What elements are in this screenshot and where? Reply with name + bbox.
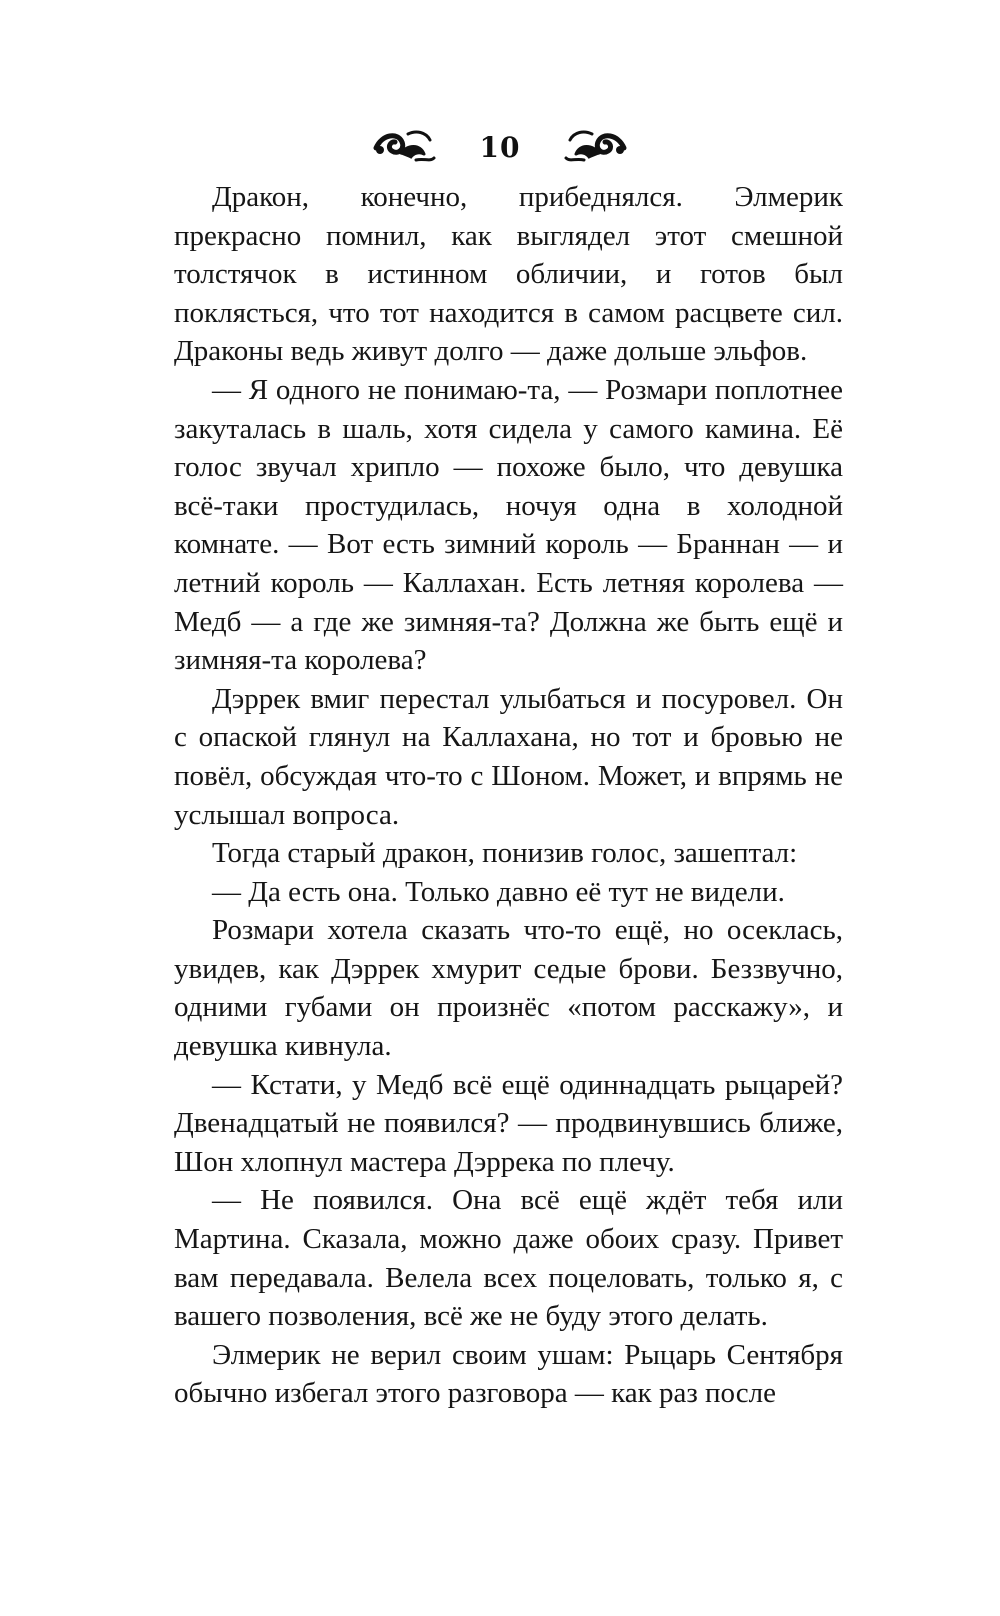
paragraph: Тогда старый дракон, понизив голос, зашептал: [212,837,798,870]
left-flourish-ornament-icon [372,126,438,168]
paragraph: — Кстати, у Медб всё ещё одиннадцать рыцарей? Двенадцатый не появился? — продвинувшись ближе, Шон хлопнул мастера Дэррека по плечу. [174,1068,843,1178]
page-header [0,122,1000,172]
paragraph: Дракон, конечно, прибеднялся. Элмерик прекрасно помнил, как выглядел этот смешной толстячок в истинном обличии, и готов был поклясться, что тот находится в самом расцвете сил. Драконы ведь живут долго — даже дольше эльфов. [174,181,843,368]
paragraph: — Да есть она. Только давно её тут не видели. [212,875,785,908]
page-number: 10 [479,130,521,164]
paragraph: — Я одного не понимаю-та, — Розмари поплотнее закуталась в шаль, хотя сидела у самого камина. Её голос звучал хрипло — похоже было, что девушка всё-таки простудилась, ночуя одна в холодной комнате. — Вот есть зимний король — Браннан — и летний король — Каллахан. Есть летняя королева — Медб — а где же зимняя-та? Должна же быть ещё и зимняя-та королева? [174,373,843,677]
paragraph: — Не появился. Она всё ещё ждёт тебя или Мартина. Сказала, можно даже обоих сразу. Привет вам передавала. Велела всех поцеловать, только я, с вашего позволения, всё же не буду этого делать. [174,1184,843,1333]
right-flourish-ornament-icon [562,126,628,168]
paragraph: Элмерик не верил своим ушам: Рыцарь Сентября обычно избегал этого разговора — как раз после [174,1338,843,1410]
paragraph: Розмари хотела сказать что-то ещё, но осеклась, увидев, как Дэррек хмурит седые брови. Беззвучно, одними губами он произнёс «потом расскажу», и девушка кивнула. [174,914,843,1063]
paragraph: Дэррек вмиг перестал улыбаться и посуровел. Он с опаской глянул на Каллахана, но тот и бровью не повёл, обсуждая что-то с Шоном. Может, и впрямь не услышал вопроса. [174,682,843,831]
body-text [174,178,843,1413]
